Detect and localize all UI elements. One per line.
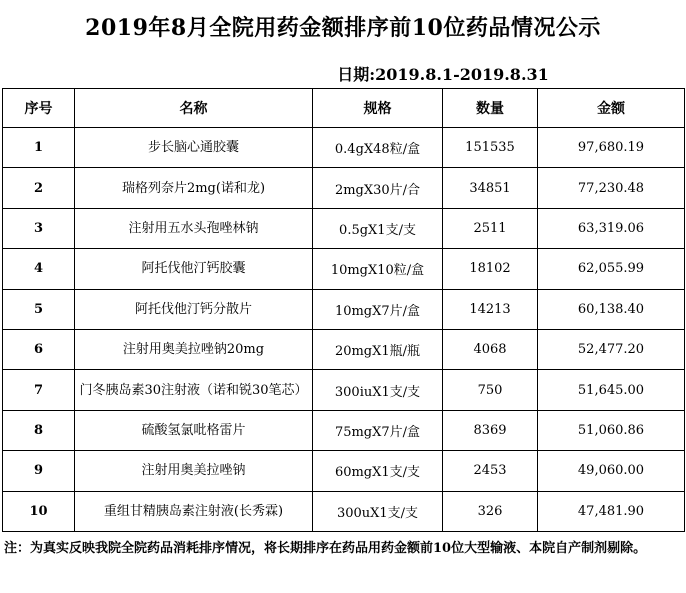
footnote: 注：为真实反映我院全院药品消耗排序情况，将长期排序在药品用药金额前10位大型输液、本院自产制剂剔除。	[4, 541, 647, 556]
table-row	[3, 168, 685, 208]
drug-spec: 10mgX10粒/盒	[313, 249, 443, 289]
drug-name: 硫酸氢氯吡格雷片	[75, 410, 313, 450]
column-header-amount: 金额	[538, 89, 685, 128]
drug-spec: 60mgX1支/支	[313, 451, 443, 491]
drug-spec: 75mgX7片/盒	[313, 410, 443, 450]
row-index: 8	[3, 410, 75, 450]
column-header-quantity: 数量	[443, 89, 538, 128]
row-index: 1	[3, 128, 75, 168]
drug-amount: 63,319.06	[538, 208, 685, 248]
drug-spec: 10mgX7片/盒	[313, 289, 443, 329]
drug-amount: 51,645.00	[538, 370, 685, 410]
table-row	[3, 249, 685, 289]
drug-amount: 62,055.99	[538, 249, 685, 289]
drug-amount: 51,060.86	[538, 410, 685, 450]
drug-spec: 300iuX1支/支	[313, 370, 443, 410]
drug-quantity: 2453	[443, 451, 538, 491]
drug-quantity: 151535	[443, 128, 538, 168]
drug-name: 阿托伐他汀钙分散片	[75, 289, 313, 329]
row-index: 5	[3, 289, 75, 329]
drug-spec: 20mgX1瓶/瓶	[313, 329, 443, 369]
table-row	[3, 410, 685, 450]
drug-name: 注射用奥美拉唑钠	[75, 451, 313, 491]
table-header-row	[3, 89, 685, 128]
drug-quantity: 326	[443, 491, 538, 531]
table-row	[3, 128, 685, 168]
table-row	[3, 208, 685, 248]
drug-spec: 0.4gX48粒/盒	[313, 128, 443, 168]
drug-quantity: 34851	[443, 168, 538, 208]
drug-name: 瑞格列奈片2mg(诺和龙)	[75, 168, 313, 208]
row-index: 9	[3, 451, 75, 491]
column-header-spec: 规格	[313, 89, 443, 128]
table-row	[3, 370, 685, 410]
drug-amount: 49,060.00	[538, 451, 685, 491]
column-header-name: 名称	[75, 89, 313, 128]
date-range: 日期:2019.8.1-2019.8.31	[337, 64, 549, 84]
table-row	[3, 289, 685, 329]
row-index: 10	[3, 491, 75, 531]
drug-spec: 300uX1支/支	[313, 491, 443, 531]
drug-name: 重组甘精胰岛素注射液(长秀霖)	[75, 491, 313, 531]
row-index: 6	[3, 329, 75, 369]
drug-spec: 0.5gX1支/支	[313, 208, 443, 248]
row-index: 3	[3, 208, 75, 248]
drug-name: 注射用五水头孢唑林钠	[75, 208, 313, 248]
drug-quantity: 4068	[443, 329, 538, 369]
drug-amount: 52,477.20	[538, 329, 685, 369]
drug-quantity: 750	[443, 370, 538, 410]
drug-name: 步长脑心通胶囊	[75, 128, 313, 168]
drug-quantity: 8369	[443, 410, 538, 450]
drug-name: 注射用奥美拉唑钠20mg	[75, 329, 313, 369]
row-index: 7	[3, 370, 75, 410]
drug-ranking-table	[2, 88, 685, 532]
drug-amount: 60,138.40	[538, 289, 685, 329]
drug-quantity: 2511	[443, 208, 538, 248]
table-row	[3, 329, 685, 369]
row-index: 2	[3, 168, 75, 208]
table-row	[3, 491, 685, 531]
drug-name: 阿托伐他汀钙胶囊	[75, 249, 313, 289]
column-header-index: 序号	[3, 89, 75, 128]
drug-spec: 2mgX30片/合	[313, 168, 443, 208]
drug-amount: 77,230.48	[538, 168, 685, 208]
drug-quantity: 18102	[443, 249, 538, 289]
drug-quantity: 14213	[443, 289, 538, 329]
page-title: 2019年8月全院用药金额排序前10位药品情况公示	[85, 14, 601, 41]
table-row	[3, 451, 685, 491]
row-index: 4	[3, 249, 75, 289]
drug-name: 门冬胰岛素30注射液（诺和锐30笔芯）	[75, 370, 313, 410]
drug-amount: 47,481.90	[538, 491, 685, 531]
drug-amount: 97,680.19	[538, 128, 685, 168]
